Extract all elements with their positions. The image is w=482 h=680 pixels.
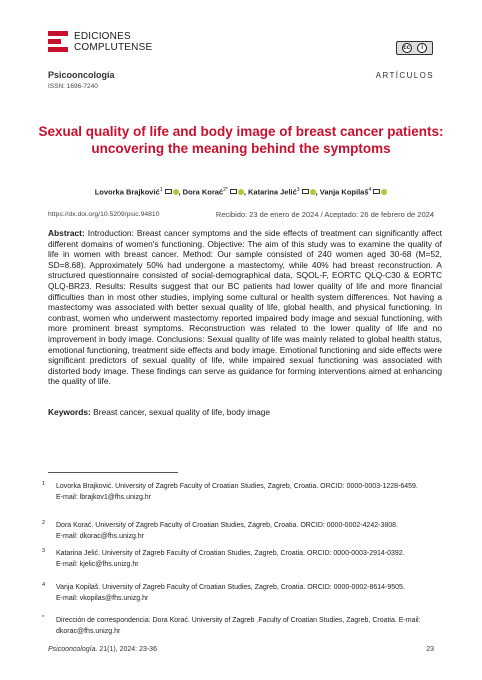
journal-name: Psicooncología (48, 70, 115, 80)
article-title: Sexual quality of life and body image of breast cancer patients: uncovering the meaning behind the symptoms (38, 124, 444, 156)
orcid-icon[interactable] (310, 189, 316, 195)
footnote (42, 582, 442, 604)
footnote-divider (48, 472, 178, 473)
creative-commons-by-icon[interactable]: cc i (396, 41, 433, 55)
orcid-icon[interactable] (238, 189, 244, 195)
footnote-number: 3 (42, 548, 46, 554)
doi-link[interactable]: https://dx.doi.org/10.5209/psic.94810 (48, 211, 160, 218)
footnote (42, 520, 442, 542)
author-affiliation-number: 3 (296, 187, 300, 193)
footnote-affiliation: Katarina Jelić. University of Zagreb Faculty of Croatian Studies, Zagreb, Croatia. ORCID: 0000-0003-2914-0392. (56, 550, 405, 557)
publisher-logo (48, 31, 152, 53)
footnote-number: 1 (42, 481, 46, 487)
footnote-number: * (42, 615, 45, 621)
abstract-label: Abstract: (48, 228, 85, 238)
footnote-number: 4 (42, 582, 46, 588)
orcid-icon[interactable] (381, 189, 387, 195)
section-label: ARTÍCULOS (375, 71, 434, 80)
email-icon[interactable] (165, 189, 172, 194)
footnote-email[interactable]: E-mail: kjelic@fhs.unizg.hr (56, 561, 139, 569)
email-icon[interactable] (230, 189, 237, 194)
author-affiliation-number: 4 (368, 187, 372, 193)
footnote-affiliation: Lovorka Brajković. University of Zagreb Faculty of Croatian Studies, Zagreb, Croatia. ORCID: 0000-0003-1228-6459. (56, 483, 418, 490)
keywords-text: Breast cancer, sexual quality of life, body image (93, 407, 271, 417)
keywords (48, 407, 442, 418)
footnote-email[interactable]: E-mail: dkorac@fhs.unizg.hr (56, 533, 145, 541)
footer-journal: Psicooncología. (48, 646, 98, 653)
orcid-icon[interactable] (173, 189, 179, 195)
received-accepted-dates: Recibido: 23 de enero de 2024 / Aceptado: 26 de febrero de 2024 (215, 210, 434, 219)
publisher-line1: EDICIONES (74, 31, 131, 42)
page-footer-citation (48, 646, 157, 653)
email-icon[interactable] (373, 189, 380, 194)
author-list: Lovorka Brajković$^1$ , Dora Korać$^{2*}$ , Katarina Jelić$^3$ , Vanja Kopilaš$^4$ (30, 187, 452, 197)
publisher-name (74, 31, 152, 53)
abstract (48, 228, 442, 387)
footnote-email[interactable]: E-mail: lbrajkov1@fhs.unizg.hr (56, 494, 152, 502)
author-affiliation-number: 2* (223, 187, 228, 193)
footnote-affiliation: Dora Korać. University of Zagreb Faculty of Croatian Studies, Zagreb, Croatia. ORCID: 0000-0002-4242-3808. (56, 522, 398, 529)
author-name: Katarina Jelić (248, 187, 297, 197)
author-name: Vanja Kopilaš (319, 187, 369, 197)
footer-volume: 21(1), 2024: 23-36 (99, 646, 157, 653)
author-name: Dora Korać (182, 187, 224, 197)
journal-issn: ISSN: 1696-7240 (48, 83, 98, 90)
footnote-correspondence-text: Dirección de correspondencia: Dora Korać. University of Zagreb .Faculty of Croatian Studies, Zagreb, Croatia. E-mail: dkorac@fhs.unizg.hr (56, 617, 421, 636)
author-name: Lovorka Brajković (94, 187, 160, 197)
email-icon[interactable] (302, 189, 309, 194)
publisher-logo-mark (48, 31, 68, 53)
author-affiliation-number: 1 (159, 187, 163, 193)
page-number: 23 (426, 646, 434, 653)
keywords-label: Keywords: (48, 407, 91, 417)
footnote-affiliation: Vanja Kopilaš. University of Zagreb Faculty of Croatian Studies, Zagreb, Croatia. ORCID: 0000-0002-8614-9505. (56, 584, 405, 591)
footnote (42, 481, 442, 503)
publisher-line2: COMPLUTENSE (74, 42, 153, 53)
footnote-correspondence (42, 615, 442, 637)
footnote-number: 2 (42, 520, 46, 526)
abstract-text: Introduction: Breast cancer symptoms and the side effects of treatment can significantly affect different domains of women's functioning. Objective: The aim of this study was to examine the quality of life in women with breast cancer. Method: Our sample consisted of 240 women aged 30-68 (M=52, SD=8.68). Approximately 50% had undergone a mastectomy, while 40% had breast reconstruction. A structured questionnaire consisted of social-demographical data, SQOL-F, EORTC QLQ-C30 & EORTC QLQ-BR23. Results: Results suggest that our BC patients had lower quality of life and more financial difficulties than in most other studies, implying some cultural or health system differences. Not having a mastectomy was associated with better sexual quality of life, global health, and physical functioning. In contrast, women who underwent mastectomy reported impaired body image and sexual functioning, with more prominent breast symptoms. Reconstruction was related to the lower quality of life and no improvement in body image. Conclusions: Sexual quality of life was mainly related to global health status, emotional functioning, treatment side effects and body image. Emotional functioning and side effects were significant predictors of sexual quality of life, while impaired sexual functioning was associated with distorted body image. These findings can serve as guidance for forming interventions aimed at enhancing the quality of life. (48, 228, 443, 387)
footnote (42, 548, 442, 570)
footnote-email[interactable]: E-mail: vkopilas@fhs.unizg.hr (56, 595, 149, 603)
